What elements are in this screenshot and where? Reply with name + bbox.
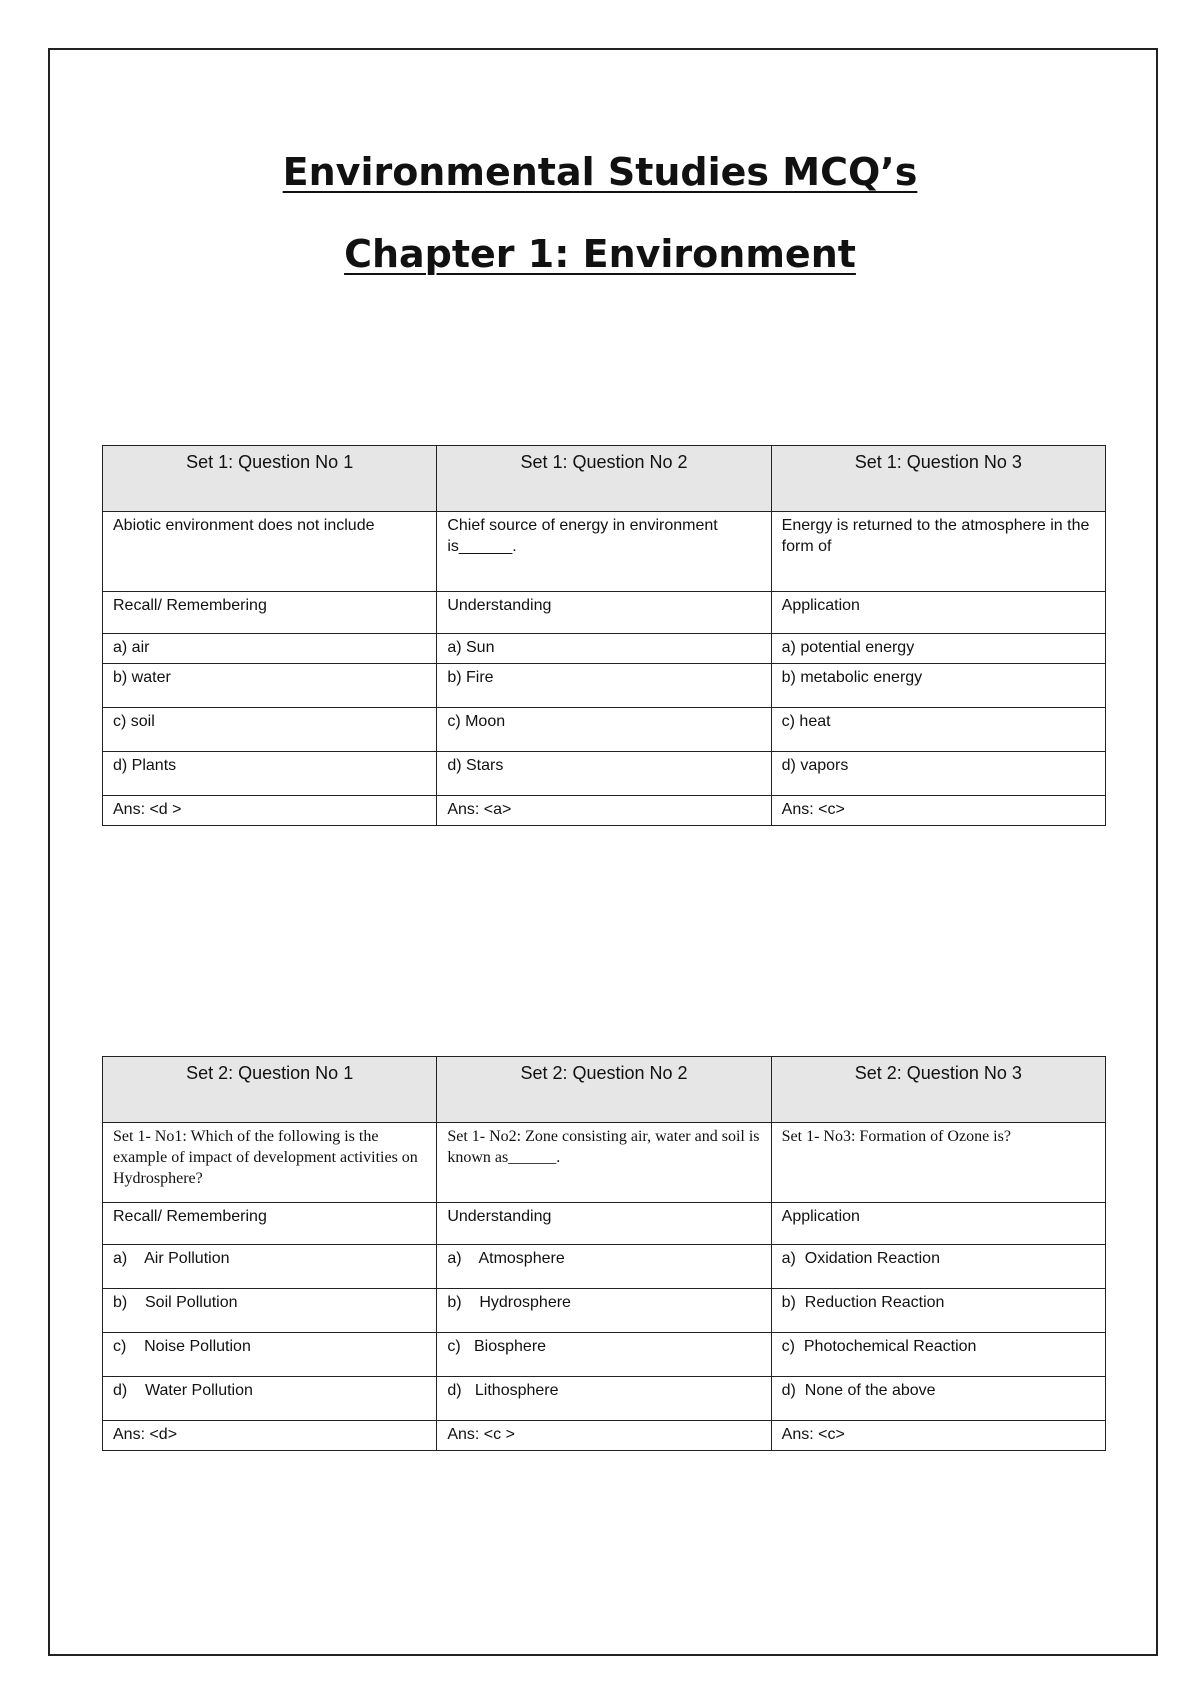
question-cell: Set 1- No2: Zone consisting air, water and soil is known as______. xyxy=(437,1123,771,1203)
option-cell: c) Moon xyxy=(437,707,771,751)
option-cell: c) heat xyxy=(771,707,1105,751)
level-cell: Understanding xyxy=(437,592,771,634)
option-cell: d) Plants xyxy=(103,751,437,795)
question-row xyxy=(103,512,1106,592)
level-cell: Recall/ Remembering xyxy=(103,1203,437,1245)
header-cell: Set 2: Question No 1 xyxy=(103,1057,437,1123)
option-cell: b) Soil Pollution xyxy=(103,1289,437,1333)
document-title: Environmental Studies MCQ’s xyxy=(282,150,918,194)
option-row xyxy=(103,1245,1106,1289)
answer-cell: Ans: <c> xyxy=(771,795,1105,825)
option-cell: d) Lithosphere xyxy=(437,1377,771,1421)
answer-row xyxy=(103,1421,1106,1451)
option-cell: c) Noise Pollution xyxy=(103,1333,437,1377)
level-cell: Application xyxy=(771,1203,1105,1245)
option-row xyxy=(103,1333,1106,1377)
answer-cell: Ans: <a> xyxy=(437,795,771,825)
question-cell: Set 1- No3: Formation of Ozone is? xyxy=(771,1123,1105,1203)
answer-cell: Ans: <d > xyxy=(103,795,437,825)
header-cell: Set 1: Question No 3 xyxy=(771,446,1105,512)
answer-row xyxy=(103,795,1106,825)
answer-cell: Ans: <c > xyxy=(437,1421,771,1451)
header-row xyxy=(103,446,1106,512)
option-cell: b) Fire xyxy=(437,663,771,707)
option-row xyxy=(103,663,1106,707)
option-cell: a) Sun xyxy=(437,634,771,664)
option-cell: d) None of the above xyxy=(771,1377,1105,1421)
option-row xyxy=(103,634,1106,664)
header-cell: Set 2: Question No 3 xyxy=(771,1057,1105,1123)
question-cell: Set 1- No1: Which of the following is the example of impact of development activities on Hydrosphere? xyxy=(103,1123,437,1203)
option-cell: b) Reduction Reaction xyxy=(771,1289,1105,1333)
option-row xyxy=(103,707,1106,751)
option-cell: c) Photochemical Reaction xyxy=(771,1333,1105,1377)
option-cell: d) Stars xyxy=(437,751,771,795)
question-cell: Chief source of energy in environment is______. xyxy=(437,512,771,592)
option-cell: a) Atmosphere xyxy=(437,1245,771,1289)
option-cell: b) water xyxy=(103,663,437,707)
option-cell: b) Hydrosphere xyxy=(437,1289,771,1333)
question-cell: Abiotic environment does not include xyxy=(103,512,437,592)
header-cell: Set 2: Question No 2 xyxy=(437,1057,771,1123)
level-row xyxy=(103,592,1106,634)
question-cell: Energy is returned to the atmosphere in the form of xyxy=(771,512,1105,592)
option-row xyxy=(103,1289,1106,1333)
level-cell: Recall/ Remembering xyxy=(103,592,437,634)
option-cell: a) Oxidation Reaction xyxy=(771,1245,1105,1289)
level-cell: Understanding xyxy=(437,1203,771,1245)
answer-cell: Ans: <d> xyxy=(103,1421,437,1451)
answer-cell: Ans: <c> xyxy=(771,1421,1105,1451)
set-1-table xyxy=(102,445,1106,826)
option-cell: d) Water Pollution xyxy=(103,1377,437,1421)
set-2-table xyxy=(102,1056,1106,1451)
option-cell: c) soil xyxy=(103,707,437,751)
option-cell: a) Air Pollution xyxy=(103,1245,437,1289)
header-cell: Set 1: Question No 1 xyxy=(103,446,437,512)
option-row xyxy=(103,1377,1106,1421)
chapter-title: Chapter 1: Environment xyxy=(344,232,856,276)
option-cell: a) air xyxy=(103,634,437,664)
option-cell: b) metabolic energy xyxy=(771,663,1105,707)
header-cell: Set 1: Question No 2 xyxy=(437,446,771,512)
level-cell: Application xyxy=(771,592,1105,634)
option-cell: d) vapors xyxy=(771,751,1105,795)
option-cell: c) Biosphere xyxy=(437,1333,771,1377)
option-cell: a) potential energy xyxy=(771,634,1105,664)
question-row xyxy=(103,1123,1106,1203)
header-row xyxy=(103,1057,1106,1123)
option-row xyxy=(103,751,1106,795)
level-row xyxy=(103,1203,1106,1245)
